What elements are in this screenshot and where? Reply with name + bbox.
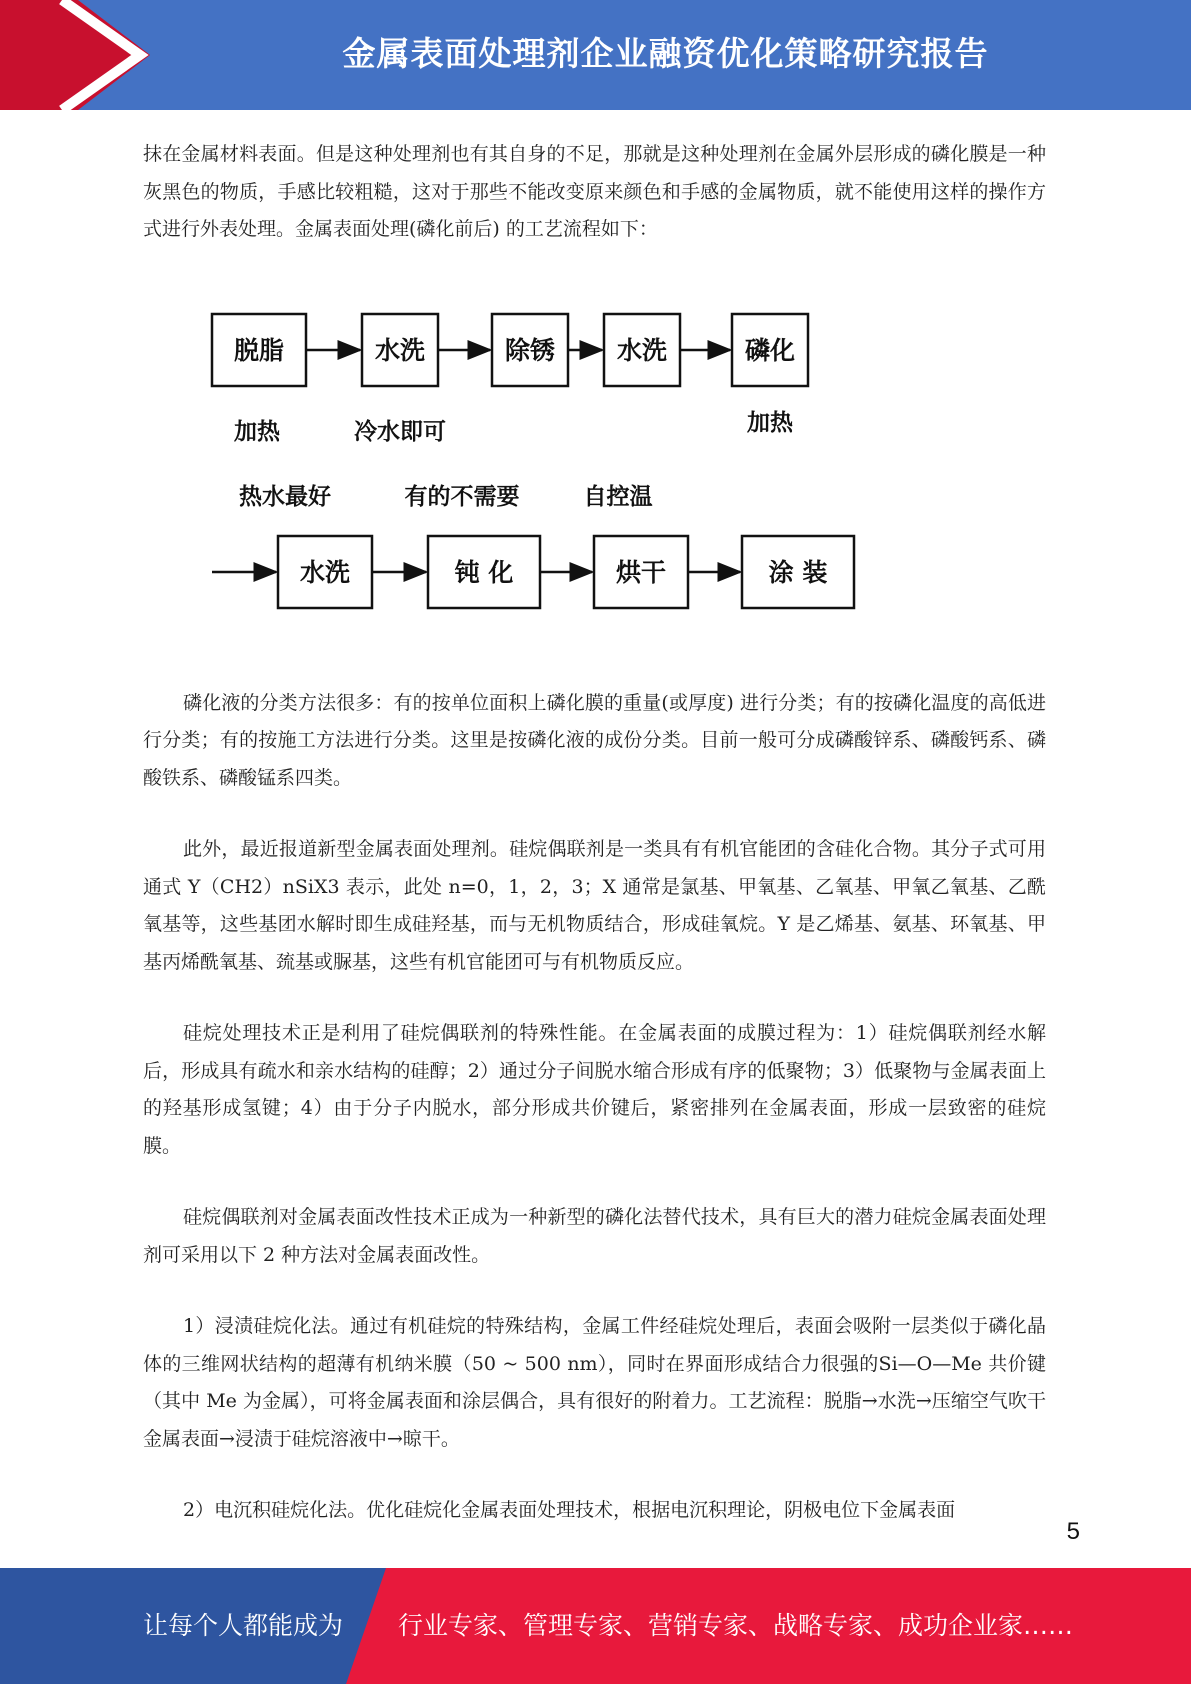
flow-label: 水洗 bbox=[616, 336, 668, 365]
page-number: 5 bbox=[1066, 1518, 1080, 1545]
flow-label: 烘干 bbox=[615, 558, 667, 587]
flow-label: 磷化 bbox=[744, 336, 796, 365]
paragraph-dipping: 1）浸渍硅烷化法。通过有机硅烷的特殊结构，金属工件经硅烷处理后，表面会吸附一层类似于磷化晶体的三维网状结构的超薄有机纳米膜（50 ~ 500 nm），同时在界面形成结合力很强的Si—O—Me 共价键（其中 Me 为金属），可将金属表面和涂层偶合，具有很好的附着力。工艺流程：脱脂→水洗→压缩空气吹干金属表面→浸渍于硅烷溶液中→晾干。 bbox=[143, 1315, 1046, 1450]
paragraph-intro: 抹在金属材料表面。但是这种处理剂也有其自身的不足，那就是这种处理剂在金属外层形成的磷化膜是一种灰黑色的物质，手感比较粗糙，这对于那些不能改变原来颜色和手感的金属物质，就不能使用这样的操作方式进行外表处理。金属表面处理(磷化前后) 的工艺流程如下： bbox=[143, 143, 1046, 240]
flow-note: 自控温 bbox=[583, 484, 653, 510]
flow-note: 有的不需要 bbox=[404, 484, 520, 510]
page-footer bbox=[0, 1568, 1191, 1684]
flow-note: 冷水即可 bbox=[354, 419, 446, 445]
paragraph-classification: 磷化液的分类方法很多：有的按单位面积上磷化膜的重量(或厚度) 进行分类；有的按磷化温度的高低进行分类；有的按施工方法进行分类。这里是按磷化液的成份分类。目前一般可分成磷酸锌系、磷酸钙系、磷酸铁系、磷酸锰系四类。 bbox=[143, 691, 1046, 789]
flow-note: 热水最好 bbox=[239, 484, 331, 510]
paragraph-methods: 硅烷偶联剂对金属表面改性技术正成为一种新型的磷化法替代技术，具有巨大的潜力硅烷金属表面处理剂可采用以下 2 种方法对金属表面改性。 bbox=[143, 1206, 1046, 1266]
paragraph-electrodeposition: 2）电沉积硅烷化法。优化硅烷化金属表面处理技术，根据电沉积理论，阴极电位下金属表面 bbox=[183, 1499, 956, 1521]
flow-label: 钝 化 bbox=[454, 558, 514, 587]
flow-label: 除锈 bbox=[504, 336, 556, 365]
paragraph-film-process: 硅烷处理技术正是利用了硅烷偶联剂的特殊性能。在金属表面的成膜过程为：1）硅烷偶联剂经水解后，形成具有疏水和亲水结构的硅醇；2）通过分子间脱水缩合形成有序的低聚物；3）低聚物与金属表面上的羟基形成氢键；4）由于分子内脱水，部分形成共价键后，紧密排列在金属表面，形成一层致密的硅烷膜。 bbox=[143, 1022, 1046, 1157]
flow-label: 涂 装 bbox=[768, 558, 828, 587]
flow-label: 水洗 bbox=[374, 336, 426, 365]
flow-note: 加热 bbox=[234, 419, 280, 445]
footer-slogan-right: 行业专家、管理专家、营销专家、战略专家、成功企业家…… bbox=[398, 1611, 1074, 1640]
footer-slogan-left: 让每个人都能成为 bbox=[143, 1611, 344, 1640]
report-title: 金属表面处理剂企业融资优化策略研究报告 bbox=[342, 34, 989, 73]
flow-note: 加热 bbox=[747, 410, 793, 436]
paragraph-silane-intro: 此外，最近报道新型金属表面处理剂。硅烷偶联剂是一类具有有机官能团的含硅化合物。其分子式可用通式 Y（CH2）nSiX3 表示，此处 n=0，1，2，3；X 通常是氯基、甲氧基、乙氧基、甲氧乙氧基、乙酰氧基等，这些基团水解时即生成硅羟基，而与无机物质结合，形成硅氧烷。Y 是乙烯基、氨基、环氧基、甲基丙烯酰氧基、巯基或脲基，这些有机官能团可与有机物质反应。 bbox=[143, 838, 1046, 973]
process-flowchart bbox=[200, 296, 880, 636]
flow-label: 水洗 bbox=[299, 558, 351, 587]
page-header bbox=[0, 0, 1191, 110]
chevron-arrow-icon bbox=[0, 0, 160, 110]
flow-label: 脱脂 bbox=[233, 336, 285, 365]
